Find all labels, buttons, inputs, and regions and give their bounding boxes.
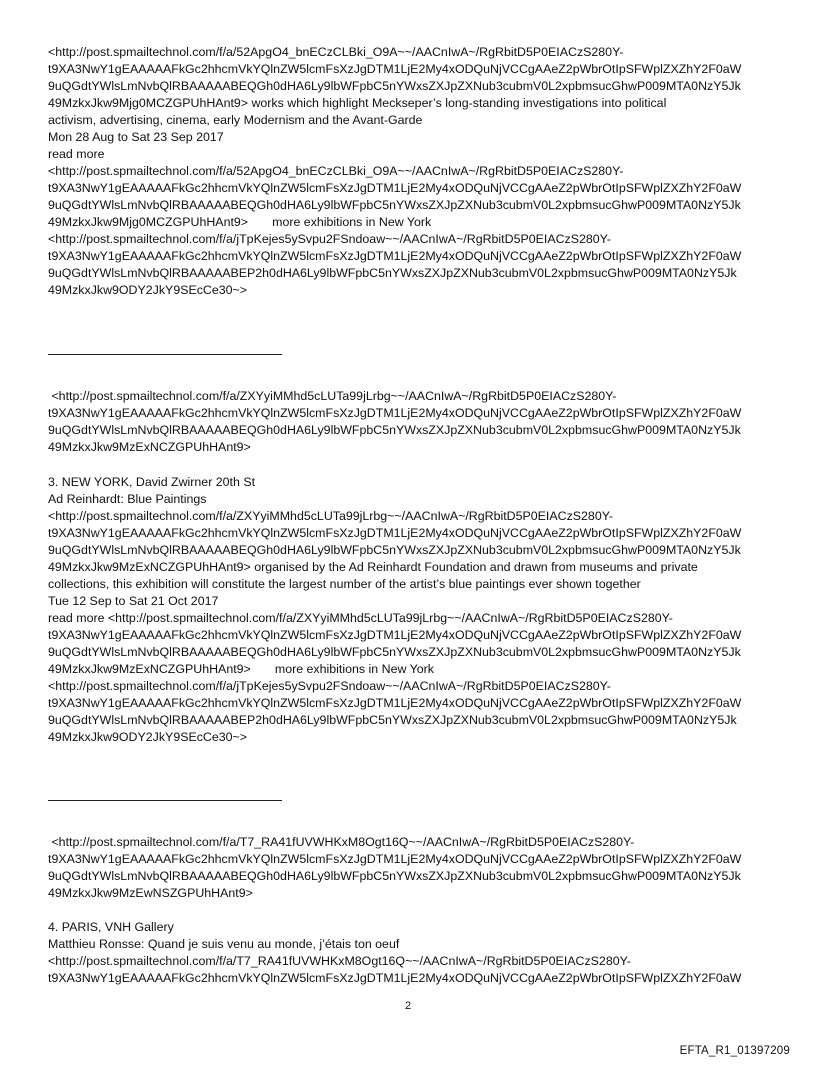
- text-line: 49MzkxJkw9MzExNCZGPUhHAnt9>: [48, 440, 251, 454]
- text-line: <http://post.spmailtechnol.com/f/a/ZXYyiMMhd5cLUTa99jLrbg~~/AACnIwA~/RgRbitD5P0EIACzS280Y-: [48, 509, 613, 523]
- text-line: 49MzkxJkw9MzEwNSZGPUhHAnt9>: [48, 886, 253, 900]
- text-line: 49MzkxJkw9Mjg0MCZGPUhHAnt9> more exhibitions in New York: [48, 215, 432, 229]
- text-line: 9uQGdtYWlsLmNvbQlRBAAAAABEQGh0dHA6Ly9lbWFpbC5nYWxsZXJpZXNub3cubmV0L2xpbmsucGhwP009MTA0NzY5Jk: [48, 423, 741, 437]
- text-block-2: [48, 388, 776, 456]
- text-line: 49MzkxJkw9ODY2JkY9SEcCe30~>: [48, 283, 248, 297]
- text-line: <http://post.spmailtechnol.com/f/a/T7_RA41fUVWHKxM8Ogt16Q~~/AACnIwA~/RgRbitD5P0EIACzS280Y-: [48, 954, 631, 968]
- text-line: collections, this exhibition will constitute the largest number of the artist’s blue paintings ever shown together: [48, 577, 641, 591]
- text-line: t9XA3NwY1gEAAAAAFkGc2hhcmVkYQlnZW5lcmFsXzJgDTM1LjE2My4xODQuNjVCCgAAeZ2pWbrOtIpSFWplZXZhY2F0aW: [48, 971, 742, 985]
- text-block-5: [48, 919, 776, 987]
- text-block-1: [48, 44, 776, 299]
- text-line: 9uQGdtYWlsLmNvbQlRBAAAAABEQGh0dHA6Ly9lbWFpbC5nYWxsZXJpZXNub3cubmV0L2xpbmsucGhwP009MTA0NzY5Jk: [48, 869, 741, 883]
- text-line: Mon 28 Aug to Sat 23 Sep 2017: [48, 130, 224, 144]
- text-line: <http://post.spmailtechnol.com/f/a/T7_RA41fUVWHKxM8Ogt16Q~~/AACnIwA~/RgRbitD5P0EIACzS280Y-: [48, 835, 635, 849]
- text-line: 49MzkxJkw9Mjg0MCZGPUhHAnt9> works which highlight Meckseper’s long-standing investigations into political: [48, 96, 667, 110]
- text-line: 49MzkxJkw9MzExNCZGPUhHAnt9> organised by the Ad Reinhardt Foundation and drawn from museums and private: [48, 560, 698, 574]
- text-line: t9XA3NwY1gEAAAAAFkGc2hhcmVkYQlnZW5lcmFsXzJgDTM1LjE2My4xODQuNjVCCgAAeZ2pWbrOtIpSFWplZXZhY2F0aW: [48, 852, 742, 866]
- text-line: read more <http://post.spmailtechnol.com/f/a/ZXYyiMMhd5cLUTa99jLrbg~~/AACnIwA~/RgRbitD5P0EIACzS280Y-: [48, 611, 673, 625]
- text-line: 9uQGdtYWlsLmNvbQlRBAAAAABEQGh0dHA6Ly9lbWFpbC5nYWxsZXJpZXNub3cubmV0L2xpbmsucGhwP009MTA0NzY5Jk: [48, 79, 741, 93]
- page-number: 2: [404, 1000, 412, 1012]
- text-line: t9XA3NwY1gEAAAAAFkGc2hhcmVkYQlnZW5lcmFsXzJgDTM1LjE2My4xODQuNjVCCgAAeZ2pWbrOtIpSFWplZXZhY2F0aW: [48, 62, 742, 76]
- text-line: activism, advertising, cinema, early Modernism and the Avant-Garde: [48, 113, 423, 127]
- document-page: [48, 44, 776, 987]
- text-line: 3. NEW YORK, David Zwirner 20th St: [48, 475, 256, 489]
- text-line: <http://post.spmailtechnol.com/f/a/jTpKejes5ySvpu2FSndoaw~~/AACnIwA~/RgRbitD5P0EIACzS280Y-: [48, 232, 611, 246]
- text-line: <http://post.spmailtechnol.com/f/a/jTpKejes5ySvpu2FSndoaw~~/AACnIwA~/RgRbitD5P0EIACzS280Y-: [48, 679, 611, 693]
- text-line: t9XA3NwY1gEAAAAAFkGc2hhcmVkYQlnZW5lcmFsXzJgDTM1LjE2My4xODQuNjVCCgAAeZ2pWbrOtIpSFWplZXZhY2F0aW: [48, 628, 742, 642]
- text-line: t9XA3NwY1gEAAAAAFkGc2hhcmVkYQlnZW5lcmFsXzJgDTM1LjE2My4xODQuNjVCCgAAeZ2pWbrOtIpSFWplZXZhY2F0aW: [48, 696, 742, 710]
- text-line: read more: [48, 147, 105, 161]
- text-line: Ad Reinhardt: Blue Paintings: [48, 492, 207, 506]
- text-line: 49MzkxJkw9MzExNCZGPUhHAnt9> more exhibitions in New York: [48, 662, 434, 676]
- text-line: 4. PARIS, VNH Gallery: [48, 920, 174, 934]
- separator-line: [48, 800, 282, 801]
- separator-line: [48, 354, 282, 355]
- text-line: 49MzkxJkw9ODY2JkY9SEcCe30~>: [48, 730, 248, 744]
- text-line: Matthieu Ronsse: Quand je suis venu au monde, j’étais ton oeuf: [48, 937, 400, 951]
- text-line: 9uQGdtYWlsLmNvbQlRBAAAAABEP2h0dHA6Ly9lbWFpbC5nYWxsZXJpZXNub3cubmV0L2xpbmsucGhwP009MTA0NzY5Jk: [48, 266, 737, 280]
- text-line: Tue 12 Sep to Sat 21 Oct 2017: [48, 594, 219, 608]
- text-block-3: [48, 474, 776, 746]
- text-line: 9uQGdtYWlsLmNvbQlRBAAAAABEQGh0dHA6Ly9lbWFpbC5nYWxsZXJpZXNub3cubmV0L2xpbmsucGhwP009MTA0NzY5Jk: [48, 198, 741, 212]
- text-line: t9XA3NwY1gEAAAAAFkGc2hhcmVkYQlnZW5lcmFsXzJgDTM1LjE2My4xODQuNjVCCgAAeZ2pWbrOtIpSFWplZXZhY2F0aW: [48, 406, 742, 420]
- text-line: t9XA3NwY1gEAAAAAFkGc2hhcmVkYQlnZW5lcmFsXzJgDTM1LjE2My4xODQuNjVCCgAAeZ2pWbrOtIpSFWplZXZhY2F0aW: [48, 526, 742, 540]
- text-line: t9XA3NwY1gEAAAAAFkGc2hhcmVkYQlnZW5lcmFsXzJgDTM1LjE2My4xODQuNjVCCgAAeZ2pWbrOtIpSFWplZXZhY2F0aW: [48, 181, 742, 195]
- text-line: 9uQGdtYWlsLmNvbQlRBAAAAABEP2h0dHA6Ly9lbWFpbC5nYWxsZXJpZXNub3cubmV0L2xpbmsucGhwP009MTA0NzY5Jk: [48, 713, 737, 727]
- text-line: <http://post.spmailtechnol.com/f/a/ZXYyiMMhd5cLUTa99jLrbg~~/AACnIwA~/RgRbitD5P0EIACzS280Y-: [48, 389, 617, 403]
- text-line: t9XA3NwY1gEAAAAAFkGc2hhcmVkYQlnZW5lcmFsXzJgDTM1LjE2My4xODQuNjVCCgAAeZ2pWbrOtIpSFWplZXZhY2F0aW: [48, 249, 742, 263]
- document-id: EFTA_R1_01397209: [679, 1045, 790, 1057]
- text-line: 9uQGdtYWlsLmNvbQlRBAAAAABEQGh0dHA6Ly9lbWFpbC5nYWxsZXJpZXNub3cubmV0L2xpbmsucGhwP009MTA0NzY5Jk: [48, 543, 741, 557]
- text-block-4: [48, 834, 776, 902]
- text-line: <http://post.spmailtechnol.com/f/a/52ApgO4_bnECzCLBki_O9A~~/AACnIwA~/RgRbitD5P0EIACzS280Y-: [48, 45, 624, 59]
- text-line: 9uQGdtYWlsLmNvbQlRBAAAAABEQGh0dHA6Ly9lbWFpbC5nYWxsZXJpZXNub3cubmV0L2xpbmsucGhwP009MTA0NzY5Jk: [48, 645, 741, 659]
- text-line: <http://post.spmailtechnol.com/f/a/52ApgO4_bnECzCLBki_O9A~~/AACnIwA~/RgRbitD5P0EIACzS280Y-: [48, 164, 624, 178]
